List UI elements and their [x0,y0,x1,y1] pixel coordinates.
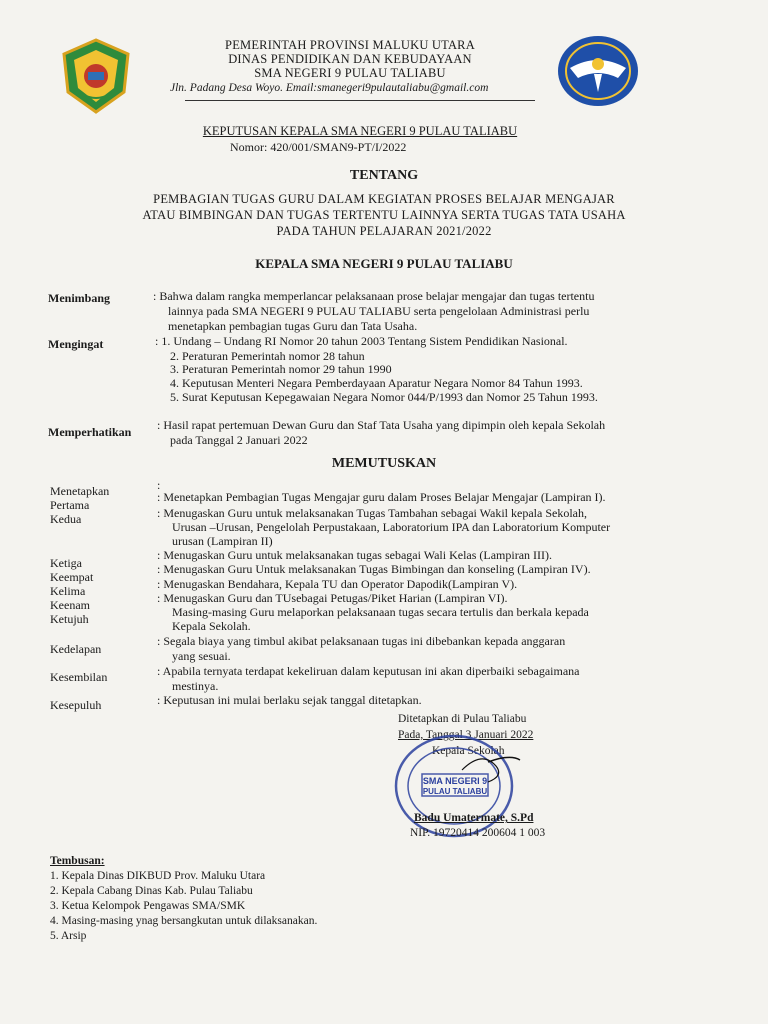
signer-name: Badu Umatermate, S.Pd [414,812,534,824]
tembusan-heading: Tembusan: [50,855,105,867]
decree-number: Nomor: 420/001/SMAN9-PT/I/2022 [230,140,407,154]
signer-nip: NIP. 19720414 200604 1 003 [410,827,546,839]
mengingat-label: Mengingat [48,337,104,351]
school-stamp [392,730,524,842]
signer-title: Kepala Sekolah [432,745,505,757]
subject-line-2: ATAU BIMBINGAN DAN TUGAS TERTENTU LAINNYA SERTA TUGAS TATA USAHA [142,208,626,222]
memutuskan-heading: MEMUTUSKAN [331,456,437,471]
mengingat-item: 2. Peraturan Pemerintah nomor 28 tahun [170,349,365,363]
ketiga-label: Ketiga [50,556,82,570]
pertama-label: Pertama [50,498,90,512]
kedelapan-text-2: yang sesuai. [172,649,231,663]
kedua-text-2: Urusan –Urusan, Pengelolah Perpustakaan, Laboratorium IPA dan Laboratorium Komputer [172,520,611,534]
tut-wuri-handayani-logo [556,34,640,108]
header-address: Jln. Padang Desa Woyo. Email:smanegeri9pulautaliabu@gmail.com [170,82,489,94]
kesepuluh-text: : Keputusan ini mulai berlaku sejak tanggal ditetapkan. [157,693,422,707]
keempat-text: : Menugaskan Guru Untuk melaksanakan Tugas Bimbingan dan konseling (Lampiran IV). [157,562,591,576]
tembusan-item: 3. Ketua Kelompok Pengawas SMA/SMK [50,900,246,912]
mengingat-item: 5. Surat Keputusan Kepegawaian Negara Nomor 044/P/1993 dan Nomor 25 Tahun 1993. [170,390,598,404]
tembusan-item: 4. Masing-masing ynag bersangkutan untuk dilaksanakan. [50,915,318,927]
keempat-label: Keempat [50,570,94,584]
stamp-line-1: SMA NEGERI 9 [422,776,488,786]
kedua-label: Kedua [50,512,82,526]
subject-line-1: PEMBAGIAN TUGAS GURU DALAM KEGIATAN PROSES BELAJAR MENGAJAR [153,192,615,206]
memperhatikan-line-1: : Hasil rapat pertemuan Dewan Guru dan Staf Tata Usaha yang dipimpin oleh kepala Sekolah [157,418,606,432]
decree-title: KEPUTUSAN KEPALA SMA NEGERI 9 PULAU TALIABU [202,124,518,138]
tembusan-item: 2. Kepala Cabang Dinas Kab. Pulau Taliabu [50,885,253,897]
menetapkan-colon: : [157,478,161,492]
memperhatikan-label: Memperhatikan [48,425,132,439]
memperhatikan-line-2: pada Tanggal 2 Januari 2022 [170,433,308,447]
menimbang-line-2: lainnya pada SMA NEGERI 9 PULAU TALIABU serta pengelolaan Administrasi perlu [168,304,590,318]
kepala-heading: KEPALA SMA NEGERI 9 PULAU TALIABU [255,256,513,271]
stamp-line-2: PULAU TALIABU [422,787,488,796]
kesembilan-label: Kesembilan [50,670,108,684]
kelima-text: : Menugaskan Bendahara, Kepala TU dan Operator Dapodik(Lampiran V). [157,577,518,591]
mengingat-item: : 1. Undang – Undang RI Nomor 20 tahun 2003 Tentang Sistem Pendidikan Nasional. [155,334,568,348]
keenam-text: : Menugaskan Guru dan TUsebagai Petugas/Piket Harian (Lampiran VI). [157,591,508,605]
ditetapkan-place: Ditetapkan di Pulau Taliabu [398,713,527,725]
ketujuh-text-1: Masing-masing Guru melaporkan pelaksanaan tugas secara tertulis dan berkala kepada [172,605,589,619]
ditetapkan-date: Pada, Tanggal 3 Januari 2022 [398,729,534,741]
mengingat-item: 3. Peraturan Pemerintah nomor 29 tahun 1990 [170,362,392,376]
menimbang-line-1: : Bahwa dalam rangka memperlancar pelaksanaan prose belajar mengajar dan tugas tertentu [153,289,595,303]
header-school: SMA NEGERI 9 PULAU TALIABU [254,66,446,80]
ketiga-text: : Menugaskan Guru untuk melaksanakan tugas sebagai Wali Kelas (Lampiran III). [157,548,553,562]
menetapkan-label: Menetapkan [50,484,110,498]
header-department: DINAS PENDIDIKAN DAN KEBUDAYAAN [228,52,472,66]
tentang-heading: TENTANG [349,168,419,183]
pertama-text: : Menetapkan Pembagian Tugas Mengajar guru dalam Proses Belajar Mengajar (Lampiran I). [157,490,606,504]
kesembilan-text-1: : Apabila ternyata terdapat kekeliruan dalam keputusan ini akan diperbaiki sebagaimana [157,664,580,678]
tembusan-item: 1. Kepala Dinas DIKBUD Prov. Maluku Utara [50,870,266,882]
header-divider [185,100,535,101]
kedua-text-3: urusan (Lampiran II) [172,534,273,548]
keenam-label: Keenam [50,598,90,612]
subject-line-3: PADA TAHUN PELAJARAN 2021/2022 [276,224,492,238]
kelima-label: Kelima [50,584,86,598]
mengingat-item: 4. Keputusan Menteri Negara Pemberdayaan Aparatur Negara Nomor 84 Tahun 1993. [170,376,583,390]
menimbang-line-3: menetapkan pembagian tugas Guru dan Tata Usaha. [168,319,418,333]
menimbang-label: Menimbang [48,291,111,305]
ketujuh-text-2: Kepala Sekolah. [172,619,251,633]
tembusan-item: 5. Arsip [50,930,87,942]
kedelapan-label: Kedelapan [50,642,102,656]
header-government: PEMERINTAH PROVINSI MALUKU UTARA [225,38,475,52]
ketujuh-label: Ketujuh [50,612,89,626]
kedua-text-1: : Menugaskan Guru untuk melaksanakan Tugas Tambahan sebagai Wakil kepala Sekolah, [157,506,587,520]
kesembilan-text-2: mestinya. [172,679,219,693]
maluku-utara-crest-logo [56,36,136,116]
kesepuluh-label: Kesepuluh [50,698,102,712]
kedelapan-text-1: : Segala biaya yang timbul akibat pelaksanaan tugas ini dibebankan kepada anggaran [157,634,566,648]
